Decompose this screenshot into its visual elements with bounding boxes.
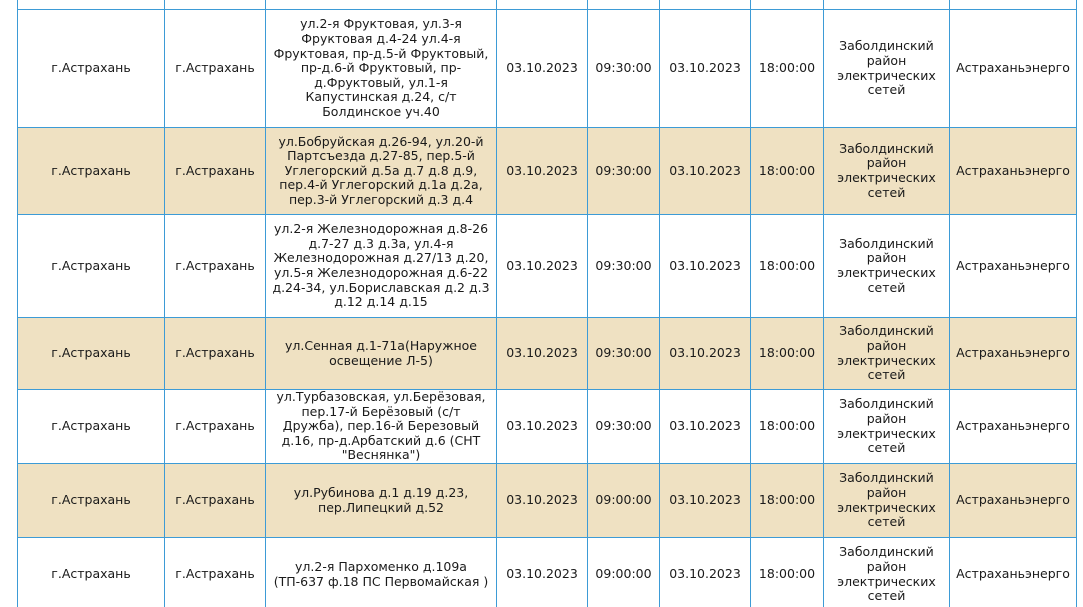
table-cell <box>950 0 1077 10</box>
start-time-cell: 09:00:00 <box>588 464 660 538</box>
start-date-cell: 03.10.2023 <box>497 538 588 607</box>
end-date-cell: 03.10.2023 <box>660 390 751 464</box>
table-row <box>18 464 1077 538</box>
locality-cell: г.Астрахань <box>165 390 266 464</box>
district-cell: Заболдинский район электрических сетей <box>824 128 950 215</box>
address-cell: ул.2-я Пархоменко д.109а (ТП-637 ф.18 ПС Первомайская ) <box>266 538 497 607</box>
locality-cell: г.Астрахань <box>165 318 266 390</box>
table-row <box>18 10 1077 128</box>
locality-cell: г.Астрахань <box>165 128 266 215</box>
district-cell: Заболдинский район электрических сетей <box>824 464 950 538</box>
table-row <box>18 318 1077 390</box>
end-time-cell: 18:00:00 <box>751 538 824 607</box>
company-cell: Астраханьэнерго <box>950 10 1077 128</box>
address-cell: ул.Рубинова д.1 д.19 д.23, пер.Липецкий д.52 <box>266 464 497 538</box>
table-cell <box>497 0 588 10</box>
address-cell: ул.Бобруйская д.26-94, ул.20-й Партсъезда д.27-85, пер.5-й Углегорский д.5а д.7 д.8 д.9, пер.4-й Углегорский д.1а д.2а, пер.3-й Углегорский д.3 д.4 <box>266 128 497 215</box>
end-date-cell: 03.10.2023 <box>660 10 751 128</box>
header-row-partial <box>18 0 1077 10</box>
district-cell: Заболдинский район электрических сетей <box>824 538 950 607</box>
table-cell <box>165 0 266 10</box>
region-cell: г.Астрахань <box>18 390 165 464</box>
start-date-cell: 03.10.2023 <box>497 215 588 318</box>
table-cell <box>751 0 824 10</box>
start-time-cell: 09:30:00 <box>588 10 660 128</box>
table-row <box>18 128 1077 215</box>
locality-cell: г.Астрахань <box>165 464 266 538</box>
start-date-cell: 03.10.2023 <box>497 390 588 464</box>
start-time-cell: 09:00:00 <box>588 538 660 607</box>
end-date-cell: 03.10.2023 <box>660 318 751 390</box>
region-cell: г.Астрахань <box>18 538 165 607</box>
outage-schedule-table <box>17 0 1077 607</box>
start-date-cell: 03.10.2023 <box>497 128 588 215</box>
locality-cell: г.Астрахань <box>165 10 266 128</box>
address-cell: ул.Сенная д.1-71а(Наружное освещение Л-5) <box>266 318 497 390</box>
table-cell <box>18 0 165 10</box>
region-cell: г.Астрахань <box>18 128 165 215</box>
start-date-cell: 03.10.2023 <box>497 318 588 390</box>
table-row <box>18 390 1077 464</box>
start-time-cell: 09:30:00 <box>588 318 660 390</box>
table-row <box>18 538 1077 607</box>
start-time-cell: 09:30:00 <box>588 390 660 464</box>
start-date-cell: 03.10.2023 <box>497 464 588 538</box>
locality-cell: г.Астрахань <box>165 538 266 607</box>
end-time-cell: 18:00:00 <box>751 390 824 464</box>
company-cell: Астраханьэнерго <box>950 538 1077 607</box>
company-cell: Астраханьэнерго <box>950 128 1077 215</box>
address-cell: ул.2-я Фруктовая, ул.3-я Фруктовая д.4-24 ул.4-я Фруктовая, пр-д.5-й Фруктовый, пр-д.6-й Фруктовый, пр-д.Фруктовый, ул.1-я Капустинская д.24, с/т Болдинское уч.40 <box>266 10 497 128</box>
company-cell: Астраханьэнерго <box>950 390 1077 464</box>
start-time-cell: 09:30:00 <box>588 128 660 215</box>
district-cell: Заболдинский район электрических сетей <box>824 10 950 128</box>
region-cell: г.Астрахань <box>18 464 165 538</box>
end-date-cell: 03.10.2023 <box>660 464 751 538</box>
locality-cell: г.Астрахань <box>165 215 266 318</box>
end-time-cell: 18:00:00 <box>751 10 824 128</box>
table-cell <box>266 0 497 10</box>
district-cell: Заболдинский район электрических сетей <box>824 318 950 390</box>
end-time-cell: 18:00:00 <box>751 464 824 538</box>
table-cell <box>824 0 950 10</box>
end-date-cell: 03.10.2023 <box>660 215 751 318</box>
region-cell: г.Астрахань <box>18 318 165 390</box>
end-time-cell: 18:00:00 <box>751 215 824 318</box>
table-row <box>18 215 1077 318</box>
table-cell <box>588 0 660 10</box>
end-date-cell: 03.10.2023 <box>660 538 751 607</box>
company-cell: Астраханьэнерго <box>950 215 1077 318</box>
table-body <box>18 0 1077 607</box>
region-cell: г.Астрахань <box>18 215 165 318</box>
district-cell: Заболдинский район электрических сетей <box>824 215 950 318</box>
region-cell: г.Астрахань <box>18 10 165 128</box>
table-cell <box>660 0 751 10</box>
start-date-cell: 03.10.2023 <box>497 10 588 128</box>
company-cell: Астраханьэнерго <box>950 318 1077 390</box>
district-cell: Заболдинский район электрических сетей <box>824 390 950 464</box>
end-time-cell: 18:00:00 <box>751 318 824 390</box>
start-time-cell: 09:30:00 <box>588 215 660 318</box>
end-date-cell: 03.10.2023 <box>660 128 751 215</box>
end-time-cell: 18:00:00 <box>751 128 824 215</box>
address-cell: ул.Турбазовская, ул.Берёзовая, пер.17-й Берёзовый (с/т Дружба), пер.16-й Березовый д.16, пр-д.Арбатский д.6 (СНТ "Веснянка") <box>266 390 497 464</box>
company-cell: Астраханьэнерго <box>950 464 1077 538</box>
address-cell: ул.2-я Железнодорожная д.8-26 д.7-27 д.3 д.3а, ул.4-я Железнодорожная д.27/13 д.20, ул.5-я Железнодорожная д.6-22 д.24-34, ул.Бориславская д.2 д.3 д.12 д.14 д.15 <box>266 215 497 318</box>
